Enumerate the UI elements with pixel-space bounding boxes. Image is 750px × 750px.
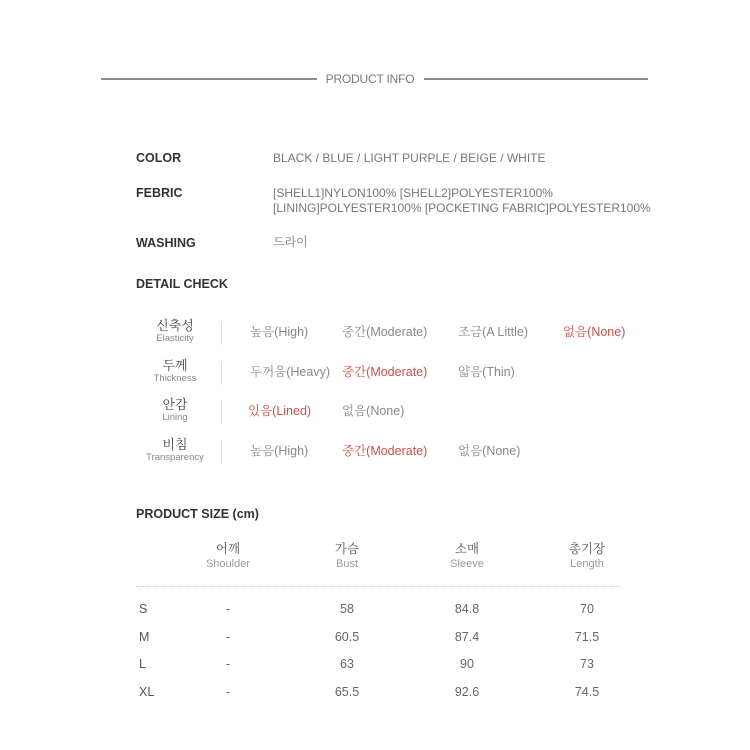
- cell-bust: 60.5: [334, 630, 360, 644]
- detail-name: [140, 318, 210, 345]
- header-divider-left: [101, 78, 317, 80]
- option-lined-selected: 있음(Lined): [248, 404, 312, 418]
- product-size-title: PRODUCT SIZE (cm): [136, 507, 259, 521]
- option-heavy: 두꺼움(Heavy): [250, 365, 330, 379]
- cell-length: 73: [580, 657, 594, 671]
- column-en: Sleeve: [450, 558, 484, 570]
- option-moderate-selected: 중간(Moderate): [342, 444, 428, 458]
- cell-sleeve: 84.8: [454, 602, 480, 616]
- detail-name: [140, 397, 210, 424]
- column-ko: 소매: [454, 542, 480, 556]
- fabric-line-1: [SHELL1]NYLON100% [SHELL2]POLYESTER100%: [273, 186, 553, 200]
- option-none-selected: 없음(None): [563, 325, 626, 339]
- section-title-product-info: PRODUCT INFO: [325, 72, 415, 86]
- detail-name-en: Transparency: [146, 452, 204, 463]
- option-high: 높음(High): [250, 325, 309, 339]
- color-value: BLACK / BLUE / LIGHT PURPLE / BEIGE / WHITE: [273, 151, 546, 165]
- detail-divider: [221, 400, 222, 424]
- cell-shoulder: -: [225, 685, 231, 699]
- size-label: S: [139, 602, 148, 616]
- column-ko: 총기장: [568, 542, 606, 556]
- size-row-xl: [0, 685, 750, 705]
- column-header-sleeve: [422, 542, 512, 571]
- cell-length: 71.5: [574, 630, 600, 644]
- column-ko: 가슴: [334, 542, 360, 556]
- cell-sleeve: 92.6: [454, 685, 480, 699]
- detail-name-en: Lining: [162, 412, 188, 423]
- option-moderate-selected: 중간(Moderate): [342, 365, 428, 379]
- fabric-label: FEBRIC: [136, 186, 183, 200]
- detail-name: [140, 358, 210, 385]
- column-header-shoulder: [183, 542, 273, 571]
- cell-sleeve: 90: [460, 657, 474, 671]
- cell-bust: 63: [340, 657, 354, 671]
- washing-value: 드라이: [273, 235, 308, 249]
- cell-shoulder: -: [225, 630, 231, 644]
- cell-shoulder: -: [225, 602, 231, 616]
- detail-row-thickness: [140, 358, 640, 392]
- fabric-line-2: [LINING]POLYESTER100% [POCKETING FABRIC]POLYESTER100%: [273, 201, 651, 215]
- cell-bust: 65.5: [334, 685, 360, 699]
- column-header-length: [542, 542, 632, 571]
- option-moderate: 중간(Moderate): [342, 325, 428, 339]
- option-none: 없음(None): [342, 404, 405, 418]
- detail-name-ko: 안감: [162, 397, 188, 412]
- column-en: Bust: [335, 558, 358, 570]
- detail-name: [140, 437, 210, 464]
- option-thin: 얇음(Thin): [458, 365, 515, 379]
- column-en: Length: [570, 558, 604, 570]
- cell-length: 70: [580, 602, 594, 616]
- detail-row-transparency: [140, 437, 640, 471]
- column-en: Shoulder: [205, 558, 251, 570]
- detail-name-ko: 신축성: [156, 318, 194, 333]
- detail-name-en: Thickness: [153, 373, 197, 384]
- size-row-l: [0, 657, 750, 677]
- option-high: 높음(High): [250, 444, 309, 458]
- cell-length: 74.5: [574, 685, 600, 699]
- size-row-s: [0, 602, 750, 622]
- cell-shoulder: -: [225, 657, 231, 671]
- color-label: COLOR: [136, 151, 182, 165]
- size-row-m: [0, 630, 750, 650]
- detail-divider: [221, 321, 222, 345]
- option-a-little: 조금(A Little): [458, 325, 528, 339]
- detail-divider: [221, 361, 222, 385]
- detail-name-ko: 두께: [162, 358, 188, 373]
- size-label: M: [139, 630, 150, 644]
- size-label: L: [139, 657, 146, 671]
- detail-row-elasticity: [140, 318, 640, 352]
- header-divider-right: [424, 78, 648, 80]
- washing-label: WASHING: [136, 236, 196, 250]
- cell-bust: 58: [340, 602, 354, 616]
- size-table-divider: [136, 586, 620, 587]
- detail-row-lining: [140, 397, 640, 431]
- cell-sleeve: 87.4: [454, 630, 480, 644]
- fabric-value: [273, 186, 651, 216]
- detail-name-ko: 비침: [162, 437, 188, 452]
- detail-divider: [221, 440, 222, 464]
- detail-check-title: DETAIL CHECK: [136, 277, 228, 291]
- column-header-bust: [302, 542, 392, 571]
- column-ko: 어깨: [215, 542, 241, 556]
- option-none: 없음(None): [458, 444, 521, 458]
- detail-name-en: Elasticity: [156, 333, 194, 344]
- size-label: XL: [139, 685, 155, 699]
